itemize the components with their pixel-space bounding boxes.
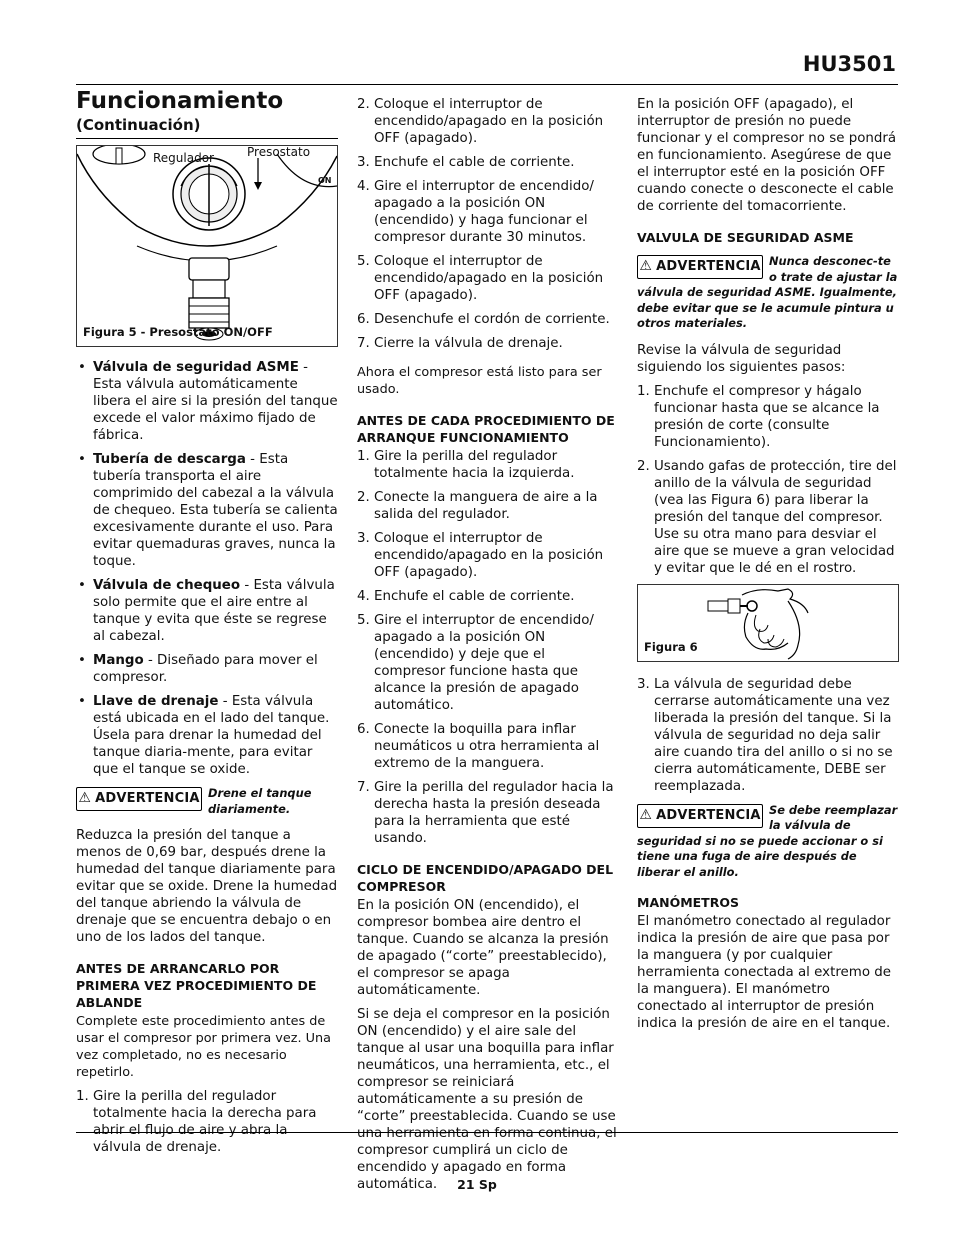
list-item: • Válvula de chequeo - Esta válvula solo permite que el aire entre al tanque y evita que éste se regrese al cabezal. xyxy=(78,578,335,644)
cycle-paragraph-1: En la posición ON (encendido), el compresor bombea aire dentro el tanque. Cuando se alcanza la presión de apagado (“corte” preestablecido), el compresor se apaga automáticamente. xyxy=(357,898,609,998)
pressure-switch-illustration xyxy=(77,146,337,344)
warning-badge: ⚠ ADVERTENCIA xyxy=(637,255,763,279)
bottom-rule xyxy=(76,1132,898,1133)
list-item: 6. Conecte la boquilla para inflar neumáticos u otra herramienta al extremo de la manguera. xyxy=(357,722,600,771)
figure-label-on: ON xyxy=(318,176,332,185)
title-rule xyxy=(76,138,338,139)
list-item: 3. La válvula de seguridad debe cerrarse automáticamente una vez liberada la presión del tanque. Si la válvula de seguridad no deja salir aire cuando tira del anillo o si no se cierra automáticamente, DEBE ser reemplazada. xyxy=(637,676,893,794)
gauges-paragraph: El manómetro conectado al regulador indica la presión de aire que pasa por la manguera (y por cualquier herramienta conectada al extremo de la manguera). El manómetro conectado al interruptor de presión indica la presión de aire en el tanque. xyxy=(637,914,892,1031)
section-heading-asme: VALVULA DE SEGURIDAD ASME xyxy=(637,230,854,245)
list-item: 7. Cierre la válvula de drenaje. xyxy=(357,336,563,351)
list-item: 1. Gire la perilla del regulador totalmente hacia la izquierda. xyxy=(357,449,575,481)
figure-5 xyxy=(76,145,338,347)
list-item: 2. Coloque el interruptor de encendido/apagado en la posición OFF (apagado). xyxy=(357,97,604,146)
list-item: 7. Gire la perilla del regulador hacia la derecha hasta la presión deseada para la herramienta que esté usando. xyxy=(357,780,614,846)
each-start-steps xyxy=(357,448,619,847)
warning-drain: ⚠ ADVERTENCIA Drene el tanque diariamente. xyxy=(76,786,338,817)
list-item: 5. Coloque el interruptor de encendido/apagado en la posición OFF (apagado). xyxy=(357,254,604,303)
list-item: 4. Enchufe el cable de corriente. xyxy=(357,589,575,604)
figure-5-caption: Figura 5 - Presostato ON/OFF xyxy=(83,325,273,339)
cycle-paragraph-2: Si se deja el compresor en la posición ON (encendido) y el aire sale del tanque al usar una boquilla para inflar neumáticos, una herramienta, etc., el compresor se reiniciará automáticamente a su presión de “corte” preestablecida. Cuando se use una herramienta en forma continua, el compresor cumplirá un ciclo de encendido y apagado en forma automática. xyxy=(357,1007,617,1192)
list-item: 5. Gire el interruptor de encendido/ apagado a la posición ON (encendido) y deje que el compresor funcione hasta que alcance la presión de apagado automático. xyxy=(357,613,594,713)
list-item: 2. Conecte la manguera de aire a la salida del regulador. xyxy=(357,490,598,522)
warning-asme: ⚠ ADVERTENCIA Nunca desconec-te o trate de ajustar la válvula de seguridad ASME. Igualmente, debe evitar que se le acumule pintura u otros materiales. xyxy=(637,254,898,330)
column-3 xyxy=(637,96,899,1039)
list-item: • Mango - Diseñado para mover el compresor. xyxy=(78,653,318,685)
warning-triangle-icon: ⚠ xyxy=(78,790,92,807)
cycle-paragraph-3: En la posición OFF (apagado), el interruptor de presión no puede funcionar y el compresor no se pondrá en funcionamiento. Asegúrese de que el interruptor esté en la posición OFF cuando conecte o desconecte el cable de corriente del tomacorriente. xyxy=(637,97,897,214)
list-item: • Tubería de descarga - Esta tubería transporta el aire comprimido del cabezal a la válvula de chequeo. Esta tubería se calienta excesivamente durante el uso. Para evitar quemaduras graves, nunca la toque. xyxy=(78,452,338,569)
figure-6 xyxy=(637,584,899,662)
asme-steps xyxy=(637,383,899,577)
section-heading-first-start: ANTES DE ARRANCARLO POR PRIMERA VEZ PROCEDIMIENTO DE ABLANDE xyxy=(76,961,317,1010)
component-list xyxy=(76,359,338,778)
asme-steps-cont xyxy=(637,676,899,795)
first-start-closing: Ahora el compresor está listo para ser usado. xyxy=(357,365,602,397)
section-heading-each-start: ANTES DE CADA PROCEDIMIENTO DE ARRANQUE FUNCIONAMIENTO xyxy=(357,413,615,445)
list-item: • Válvula de seguridad ASME - Esta válvula automáticamente libera el aire si la presión del tanque excede el valor máximo fijado de fábrica. xyxy=(78,360,338,443)
list-item: 3. Enchufe el cable de corriente. xyxy=(357,155,575,170)
drain-paragraph: Reduzca la presión del tanque a menos de 0,69 bar, después drene la humedad del tanque diariamente para evitar que se oxide. Drene la humedad del tanque abriendo la válvula de drenaje que se encuentra debajo o en uno de los lados del tanque. xyxy=(76,828,338,945)
page-subtitle: (Continuación) xyxy=(76,116,201,134)
list-item: • Llave de drenaje - Esta válvula está ubicada en el lado del tanque. Úsela para drenar la humedad del tanque diaria-mente, para evitar que el tanque se oxide. xyxy=(78,694,330,777)
list-item: 2. Usando gafas de protección, tire del anillo de la válvula de seguridad (vea las Figura 6) para liberar la presión del tanque del compresor. Use su otra mano para desviar el aire que se mueve a gran velocidad y evitar que le dé en el rostro. xyxy=(637,458,897,576)
first-start-steps xyxy=(76,1088,338,1156)
warning-triangle-icon: ⚠ xyxy=(639,806,653,823)
first-start-steps-cont xyxy=(357,96,619,352)
list-item: 3. Coloque el interruptor de encendido/apagado en la posición OFF (apagado). xyxy=(357,531,604,580)
warning-badge: ⚠ ADVERTENCIA xyxy=(76,787,202,811)
figure-6-caption: Figura 6 xyxy=(644,639,698,654)
column-2 xyxy=(357,96,619,1200)
warning-badge: ⚠ ADVERTENCIA xyxy=(637,804,763,828)
column-1 xyxy=(76,86,338,1163)
page-number: 21 Sp xyxy=(457,1177,497,1192)
figure-label-presostato: Presostato xyxy=(247,145,311,159)
list-item: 1. Enchufe el compresor y hágalo funcionar hasta que se alcance la presión de corte (consulte Funcionamiento). xyxy=(637,383,880,450)
warning-replace: ⚠ ADVERTENCIA Se debe reemplazar la válvula de seguridad si no se puede accionar o si tiene una fuga de aire después de liberar el anillo. xyxy=(637,802,898,879)
warning-triangle-icon: ⚠ xyxy=(639,258,653,275)
page-title: Funcionamiento xyxy=(76,88,284,114)
list-item: 4. Gire el interruptor de encendido/ apagado a la posición ON (encendido) y haga funcionar el compresor durante 30 minutos. xyxy=(357,179,594,245)
section-heading-cycle: CICLO DE ENCENDIDO/APAGADO DEL COMPRESOR xyxy=(357,862,614,894)
model-number: HU3501 xyxy=(802,52,896,76)
asme-intro: Revise la válvula de seguridad siguiendo los siguientes pasos: xyxy=(637,342,846,375)
section-heading-gauges: MANÓMETROS xyxy=(637,895,739,910)
first-start-intro: Complete este procedimiento antes de usar el compresor por primera vez. Una vez completado, no es necesario repetirlo. xyxy=(76,1014,331,1080)
list-item: 6. Desenchufe el cordón de corriente. xyxy=(357,312,610,327)
top-rule xyxy=(76,84,898,85)
list-item: 1. Gire la perilla del regulador totalmente hacia la derecha para abrir el flujo de aire y abra la válvula de drenaje. xyxy=(76,1089,317,1155)
figure-label-regulador: Regulador xyxy=(153,151,214,165)
